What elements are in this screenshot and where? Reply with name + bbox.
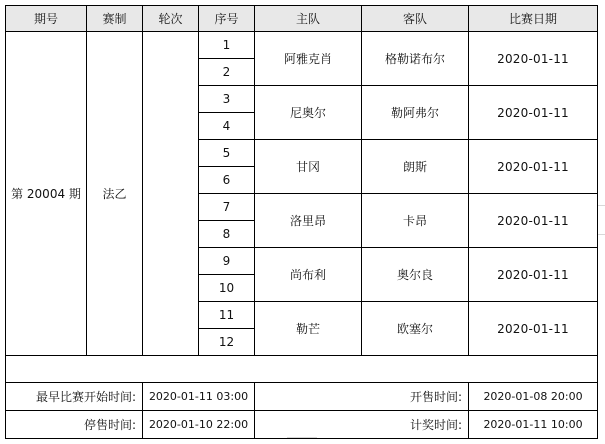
- match-date-cell[interactable]: 2020-01-11: [469, 140, 598, 194]
- seq-cell[interactable]: 12: [199, 329, 255, 356]
- home-team-cell[interactable]: 甘冈: [255, 140, 362, 194]
- seq-cell[interactable]: 4: [199, 113, 255, 140]
- away-team-cell[interactable]: 欧塞尔: [362, 302, 469, 356]
- prize-calc-value[interactable]: 2020-01-11 10:00: [469, 411, 598, 439]
- header-seq[interactable]: 序号: [199, 6, 255, 32]
- blank-cell[interactable]: [6, 356, 598, 383]
- header-date[interactable]: 比赛日期: [469, 6, 598, 32]
- seq-cell[interactable]: 6: [199, 167, 255, 194]
- away-team-cell[interactable]: 格勒诺布尔: [362, 32, 469, 86]
- sheet-gridline: [597, 234, 605, 235]
- header-row: [6, 6, 598, 32]
- header-away[interactable]: 客队: [362, 6, 469, 32]
- seq-cell[interactable]: 2: [199, 59, 255, 86]
- sale-stop-value[interactable]: 2020-01-10 22:00: [143, 411, 255, 439]
- header-home[interactable]: 主队: [255, 6, 362, 32]
- match-date-cell[interactable]: 2020-01-11: [469, 302, 598, 356]
- match-date-cell[interactable]: 2020-01-11: [469, 248, 598, 302]
- match-date-cell[interactable]: 2020-01-11: [469, 194, 598, 248]
- home-team-cell[interactable]: 勒芒: [255, 302, 362, 356]
- seq-cell[interactable]: 11: [199, 302, 255, 329]
- away-team-cell[interactable]: 卡昂: [362, 194, 469, 248]
- match-date-cell[interactable]: 2020-01-11: [469, 86, 598, 140]
- seq-cell[interactable]: 10: [199, 275, 255, 302]
- seq-cell[interactable]: 5: [199, 140, 255, 167]
- footer-row-start: [6, 383, 598, 411]
- header-round[interactable]: 轮次: [143, 6, 199, 32]
- home-team-cell[interactable]: 阿雅克肖: [255, 32, 362, 86]
- header-competition[interactable]: 赛制: [87, 6, 143, 32]
- seq-cell[interactable]: 8: [199, 221, 255, 248]
- table-row: [6, 32, 598, 59]
- away-team-cell[interactable]: 朗斯: [362, 140, 469, 194]
- blank-row: [6, 356, 598, 383]
- sheet-gridline: [597, 205, 605, 206]
- issue-cell[interactable]: 第 20004 期: [6, 32, 87, 356]
- seq-cell[interactable]: 1: [199, 32, 255, 59]
- prize-calc-label[interactable]: 计奖时间:: [255, 411, 469, 439]
- home-team-cell[interactable]: 洛里昂: [255, 194, 362, 248]
- earliest-start-label[interactable]: 最早比赛开始时间:: [6, 383, 143, 411]
- competition-cell[interactable]: 法乙: [87, 32, 143, 356]
- seq-cell[interactable]: 7: [199, 194, 255, 221]
- lottery-schedule-table: [5, 5, 598, 439]
- home-team-cell[interactable]: 尼奥尔: [255, 86, 362, 140]
- round-cell[interactable]: [143, 32, 199, 356]
- seq-cell[interactable]: 9: [199, 248, 255, 275]
- match-date-cell[interactable]: 2020-01-11: [469, 32, 598, 86]
- footer-row-stop: [6, 411, 598, 439]
- sale-start-value[interactable]: 2020-01-08 20:00: [469, 383, 598, 411]
- home-team-cell[interactable]: 尚布利: [255, 248, 362, 302]
- sale-start-label[interactable]: 开售时间:: [255, 383, 469, 411]
- seq-cell[interactable]: 3: [199, 86, 255, 113]
- away-team-cell[interactable]: 勒阿弗尔: [362, 86, 469, 140]
- header-issue[interactable]: 期号: [6, 6, 87, 32]
- earliest-start-value[interactable]: 2020-01-11 03:00: [143, 383, 255, 411]
- away-team-cell[interactable]: 奥尔良: [362, 248, 469, 302]
- sale-stop-label[interactable]: 停售时间:: [6, 411, 143, 439]
